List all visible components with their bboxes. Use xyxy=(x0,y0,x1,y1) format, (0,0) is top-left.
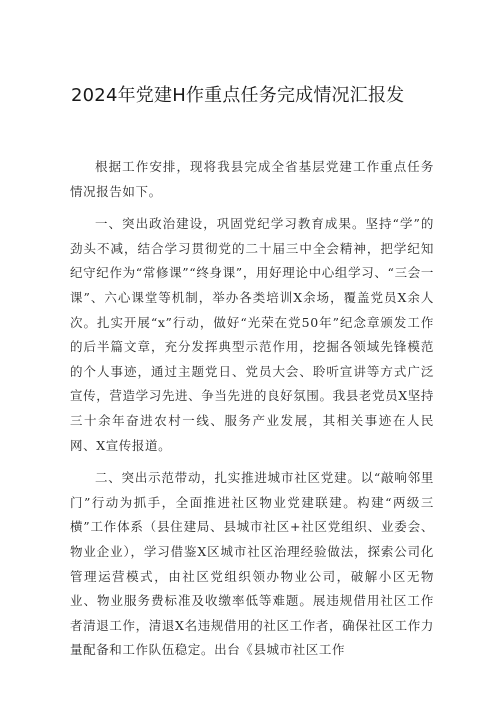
document-title: 2024年党建H作重点任务完成情况汇报发 xyxy=(71,85,405,106)
document-body xyxy=(70,155,434,671)
section-one-paragraph: 一、突出政治建设，巩固党纪学习教育成果。坚持“学”的劲头不减，结合学习贯彻党的二十届三中全会精神，把学纪知纪守纪作为“常修课”“终身课”，用好理论中心组学习、“三会一课”、六心课堂等机制，举办各类培训X余场，覆盖党员X余人次。扎实开展“x”行动，做好“光荣在党50年”纪念章颁发工作的后半篇文章，充分发挥典型示范作用，挖掘各领域先锋模范的个人事迹，通过主题党日、党员大会、聆听宣讲等方式广泛宣传，营造学习先进、争当先进的良好氛围。我县老党员X坚持三十余年奋进农村一线、服务产业发展，其相关事迹在人民网、X宣传报道。 xyxy=(70,216,434,453)
intro-paragraph: 根据工作安排，现将我县完成全省基层党建工作重点任务情况报告如下。 xyxy=(70,159,434,199)
section-two-paragraph: 二、突出示范带动，扎实推进城市社区党建。以“敲响邻里门”行动为抓手，全面推进社区物业党建联建。构建“两级三横”工作体系（县住建局、县城市社区+社区党组织、业委会、物业企业），学习借鉴X区城市社区治理经验做法，探索公司化管理运营模式，由社区党组织领办物业公司，破解小区无物业、物业服务费标准及收缴率低等难题。展违规借用社区工作者清退工作，清退X名违规借用的社区工作者，确保社区工作力量配备和工作队伍稳定。出台《县城市社区工作 xyxy=(70,470,434,658)
